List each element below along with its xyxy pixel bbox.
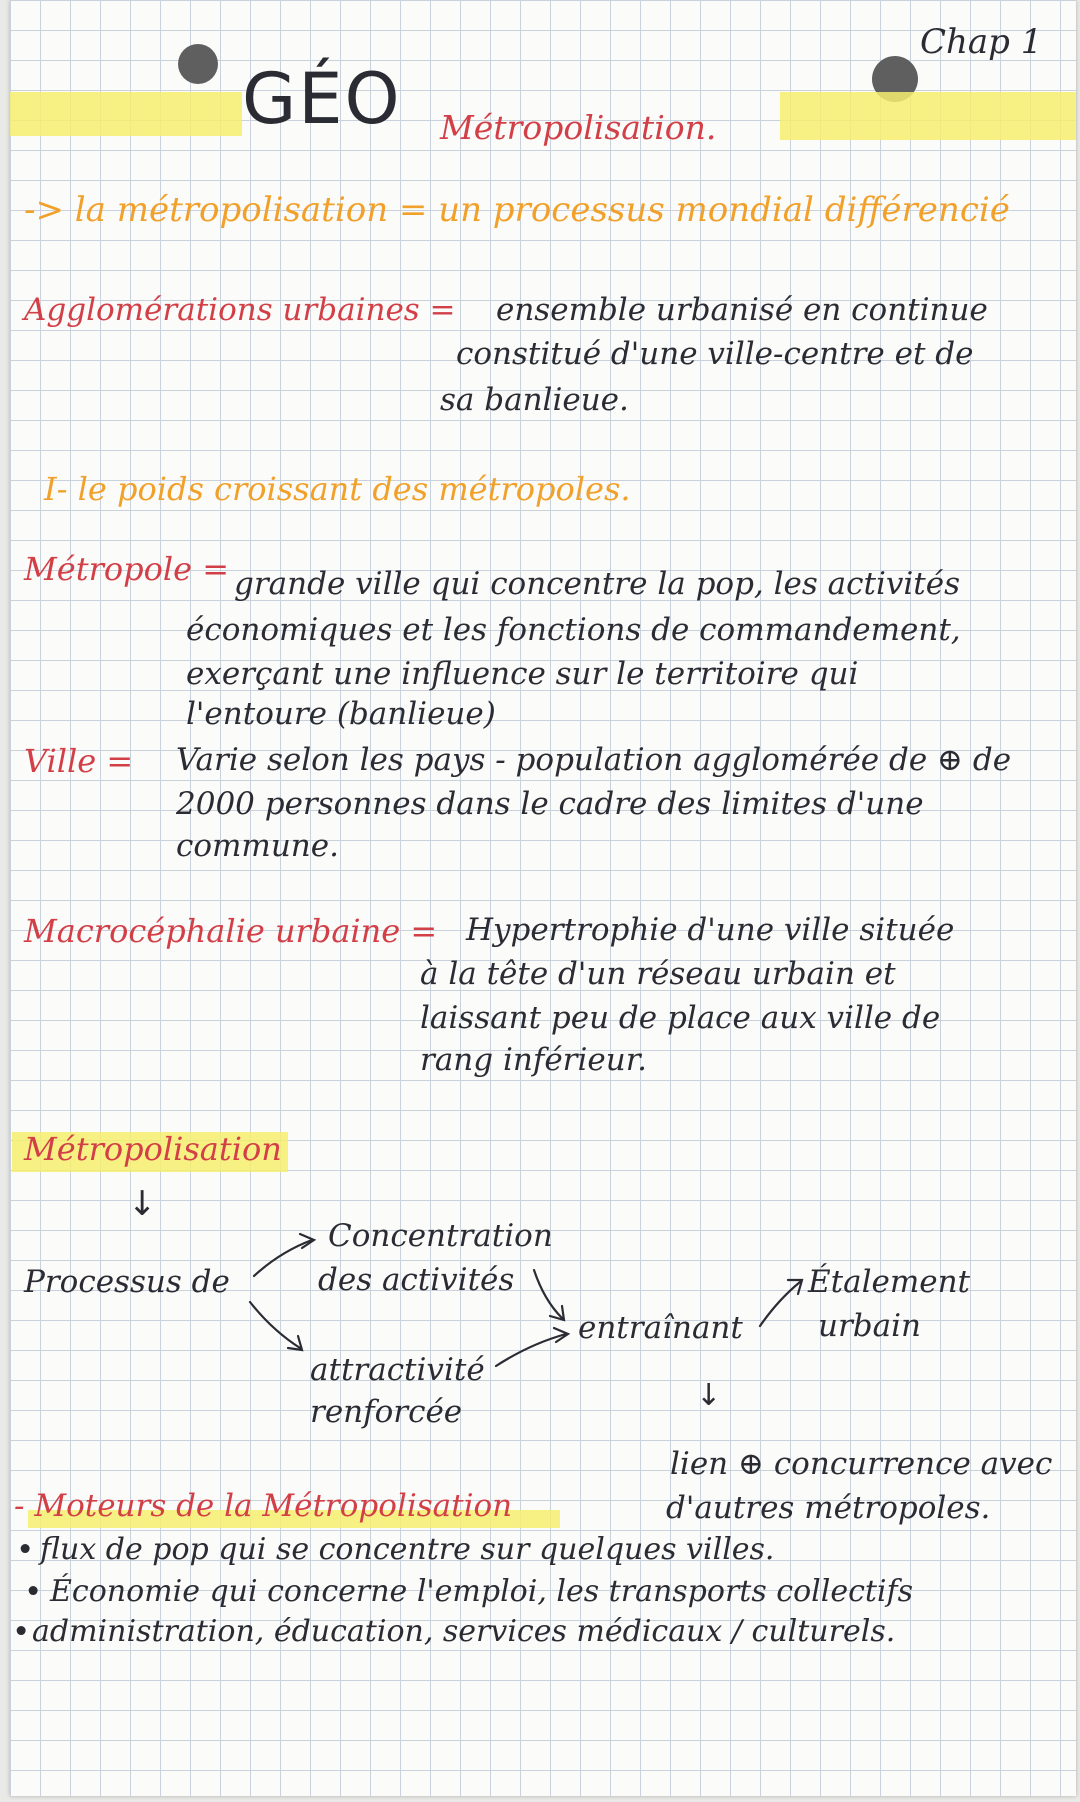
moteurs-item-1: flux de pop qui se concentre sur quelques villes. xyxy=(40,1532,775,1567)
arrow-to-attractivite xyxy=(250,1302,300,1348)
moteurs-item-2: Économie qui concerne l'emploi, les transports collectifs xyxy=(50,1574,914,1609)
diagram-lien-1: lien ⊕ concurrence avec xyxy=(670,1446,1053,1482)
arrow-attractivite-entrainant xyxy=(496,1334,566,1366)
diagram-attractivite-2: renforcée xyxy=(310,1394,463,1430)
diagram-root: Métropolisation xyxy=(24,1130,282,1168)
ville-line-3: commune. xyxy=(176,828,339,864)
agglomerations-line-2: constitué d'une ville-centre et de xyxy=(456,336,974,372)
agglomerations-line-3: sa banlieue. xyxy=(440,382,629,418)
metropole-line-2: économiques et les fonctions de commandement, xyxy=(186,612,961,648)
metropole-line-1: grande ville qui concentre la pop, les activités xyxy=(234,566,961,602)
diagram-attractivite-1: attractivité xyxy=(310,1352,485,1388)
diagram-process: Processus de xyxy=(24,1264,230,1300)
bullet-dot-3: • xyxy=(12,1614,31,1650)
bullet-dot-1: • xyxy=(16,1532,35,1568)
diagram-entrainant: entraînant xyxy=(578,1310,743,1346)
arrow-entrainant-etalement xyxy=(760,1282,800,1326)
arrow-concentration-entrainant xyxy=(534,1270,562,1318)
diagram-lien-2: d'autres métropoles. xyxy=(666,1490,991,1526)
agglomerations-term: Agglomérations urbaines = xyxy=(24,292,456,328)
metropole-line-4: l'entoure (banlieue) xyxy=(186,696,496,732)
diagram-etalement-1: Étalement xyxy=(808,1264,970,1300)
moteurs-item-3: administration, éducation, services médicaux / culturels. xyxy=(32,1614,896,1649)
arrow-down-small-icon: ↓ xyxy=(696,1378,722,1413)
ville-term: Ville = xyxy=(24,742,134,780)
arrow-down-icon: ↓ xyxy=(128,1184,157,1224)
diagram-etalement-2: urbain xyxy=(818,1308,921,1344)
moteurs-title: - Moteurs de la Métropolisation xyxy=(14,1488,513,1524)
ville-line-2: 2000 personnes dans le cadre des limites d'une xyxy=(176,786,924,822)
macrocephalie-line-3: laissant peu de place aux ville de xyxy=(420,1000,941,1036)
section-1-heading: I- le poids croissant des métropoles. xyxy=(44,470,631,508)
topic-title: Métropolisation. xyxy=(440,108,717,147)
macrocephalie-line-4: rang inférieur. xyxy=(420,1042,647,1078)
arrow-to-concentration xyxy=(254,1240,312,1276)
agglomerations-line-1: ensemble urbanisé en continue xyxy=(496,292,988,328)
diagram-concentration-2: des activités xyxy=(318,1262,515,1298)
macrocephalie-line-2: à la tête d'un réseau urbain et xyxy=(420,956,896,992)
diagram-concentration-1: Concentration xyxy=(328,1218,553,1254)
metropole-line-3: exerçant une influence sur le territoire qui xyxy=(186,656,859,692)
metropole-term: Métropole = xyxy=(24,550,230,588)
notebook-page xyxy=(10,0,1076,1796)
macrocephalie-term: Macrocéphalie urbaine = xyxy=(24,912,438,950)
ville-line-1: Varie selon les pays - population agglomérée de ⊕ de xyxy=(176,742,1012,778)
macrocephalie-line-1: Hypertrophie d'une ville située xyxy=(466,912,955,948)
intro-statement: -> la métropolisation = un processus mondial différencié xyxy=(24,190,1010,230)
subject-title: GÉO xyxy=(242,58,402,140)
chapter-label: Chap 1 xyxy=(920,22,1043,62)
bullet-dot-2: • xyxy=(24,1574,43,1610)
